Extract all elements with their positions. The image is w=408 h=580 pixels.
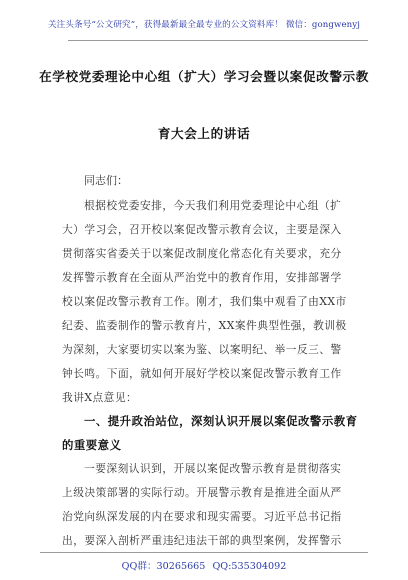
- header-note: 关注头条号“公文研究”，获得最新最全最专业的公文资料库！ 微信：gongwenyj: [47, 20, 361, 30]
- body-line: 发挥警示教育在全面从严治党中的教育作用，安排部署学: [62, 271, 342, 284]
- body-line: 大）学习会，召开校以案促改警示教育会议，主要是深入: [62, 223, 342, 236]
- salutation: 同志们：: [84, 174, 128, 187]
- body-line: 校以案促改警示教育工作。刚才，我们集中观看了由XX市: [62, 295, 347, 308]
- footer-contact: QQ群：30265665 QQ:535304092: [121, 561, 287, 572]
- header-divider: [68, 40, 368, 41]
- footer-divider: [40, 552, 368, 553]
- body-line: 钟长鸣。下面，就如何开展好学校以案促改警示教育工作: [62, 367, 342, 380]
- section-heading-line-1: 一、提升政治站位，深刻认识开展以案促改警示教育: [84, 414, 358, 428]
- body-line: 出，要深入剖析严重违纪违法干部的典型案例，发挥警示: [62, 534, 342, 547]
- body-line: 治党向纵深发展的内在要求和现实需要。习近平总书记指: [62, 510, 342, 523]
- body-line: 为深刻，大家要切实以案为鉴、以案明纪、举一反三、警: [62, 343, 342, 356]
- document-title-line-1: 在学校党委理论中心组（扩大）学习会暨以案促改警示教: [39, 69, 369, 84]
- body-line: 纪委、监委制作的警示教育片，XX案件典型性强，教训极: [62, 319, 347, 332]
- body-line: 我讲X点意见：: [62, 391, 138, 404]
- document-title-line-2: 育大会上的讲话: [157, 126, 251, 141]
- section-heading-line-2: 的重要意义: [62, 438, 122, 452]
- body-line: 一要深刻认识到，开展以案促改警示教育是贯彻落实: [84, 462, 342, 475]
- body-line: 根据校党委安排，今天我们利用党委理论中心组（扩: [84, 199, 342, 212]
- body-line: 贯彻落实省委关于以案促改制度化常态化有关要求，充分: [62, 247, 342, 260]
- body-line: 上级决策部署的实际行动。开展警示教育是推进全面从严: [62, 486, 342, 499]
